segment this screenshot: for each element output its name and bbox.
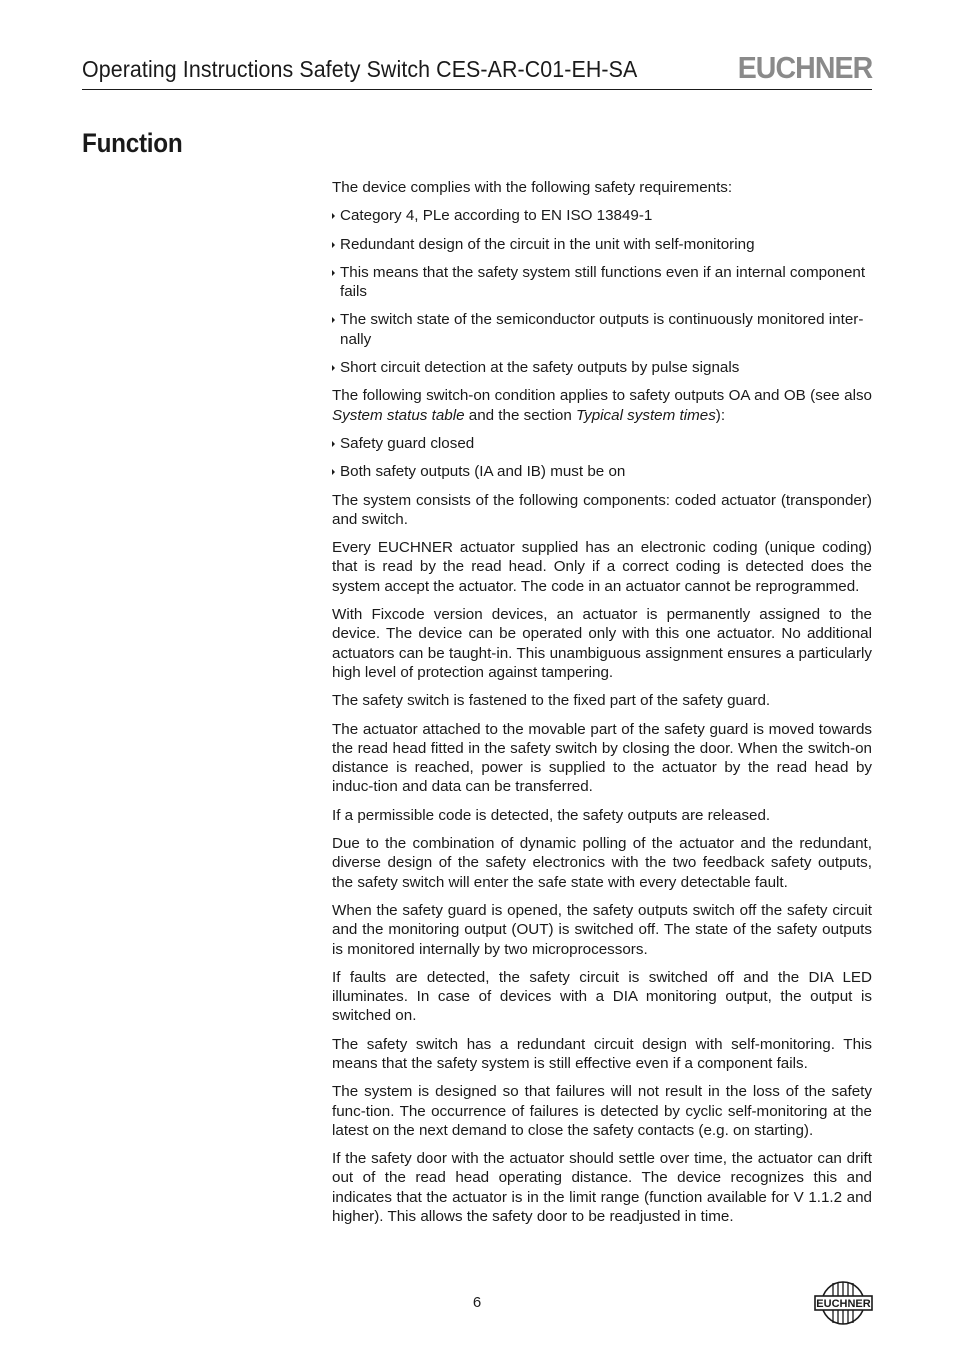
text-run: Short circuit detection at the safety outputs by pulse signals: [340, 359, 740, 377]
bullet-item: [332, 235, 872, 254]
bullet-item: [332, 206, 872, 225]
bullet-item: [332, 462, 872, 481]
paragraph: [332, 806, 872, 825]
text-run: and the section: [464, 406, 576, 424]
paragraph: [332, 968, 872, 1026]
text-run: ):: [715, 406, 726, 424]
paragraph: [332, 386, 872, 425]
text-run: If a permissible code is detected, the safety outputs are released.: [332, 806, 771, 824]
italic-reference: Typical system times: [575, 406, 716, 424]
text-run: If faults are detected, the safety circuit is switched off and the DIA LED illuminates. In case of devices with a DIA monitoring output, the output is switched on.: [332, 968, 872, 1025]
paragraph: [332, 1082, 872, 1140]
text-run: The safety switch has a redundant circuit design with self-monitoring. This means that the safety system is still effective even if a component fails.: [332, 1035, 872, 1072]
page-header: [82, 52, 872, 90]
bullet-item: [332, 434, 872, 453]
text-run: With Fixcode version devices, an actuator is permanently assigned to the device. The device can be operated only with this one actuator. No additional actuators can be taught-in. This unambiguous assignment ensures a particularly high level of protection against tampering.: [332, 606, 872, 681]
paragraph: [332, 491, 872, 530]
paragraph: [332, 605, 872, 682]
paragraph: [332, 538, 872, 596]
paragraph: [332, 1035, 872, 1074]
euchner-seal-logo: [814, 1279, 874, 1327]
document-title: Operating Instructions Safety Switch CES-AR-C01-EH-SA: [82, 56, 638, 82]
paragraph: [332, 901, 872, 959]
text-run: When the safety guard is opened, the safety outputs switch off the safety circuit and the monitoring output (OUT) is switched off. The state of the safety outputs is monitored internally by two microprocessors.: [332, 901, 872, 958]
text-run: The following switch-on condition applies to safety outputs OA and OB (see also: [332, 387, 872, 405]
text-run: The system is designed so that failures will not result in the loss of the safety func-tion. The occurrence of failures is detected by cyclic self-monitoring at the latest on the next demand to close the safety contacts (e.g. on starting).: [332, 1083, 872, 1139]
bullet-item: [332, 310, 872, 349]
page-number: 6: [472, 1294, 482, 1311]
text-run: Every EUCHNER actuator supplied has an electronic coding (unique coding) that is read by the read head. Only if a correct coding is detected does the system accept the actuator. The code in an actuator cannot be reprogrammed.: [332, 539, 872, 595]
bullet-arrow-icon: [332, 317, 335, 323]
paragraph: [332, 834, 872, 892]
italic-reference: System status table: [332, 406, 465, 424]
brand-logo: EUCHNER: [737, 50, 872, 85]
paragraph: [332, 720, 872, 797]
text-run: The actuator attached to the movable part of the safety guard is moved towards the read head fitted in the safety switch by closing the door. When the switch-on distance is reached, power is supplied to the actuator by the read head by induc-tion and data can be transferred.: [332, 720, 872, 796]
seal-logo-label: EUCHNER: [816, 1298, 871, 1310]
function-body-text: [332, 178, 872, 1235]
paragraph: [332, 691, 872, 710]
paragraph: [332, 178, 872, 197]
text-run: Redundant design of the circuit in the unit with self-monitoring: [340, 235, 755, 253]
bullet-arrow-icon: [332, 365, 335, 371]
text-run: The switch state of the semiconductor outputs is continuously monitored inter-nally: [340, 311, 864, 348]
bullet-item: [332, 263, 872, 302]
section-title: Function: [82, 128, 183, 158]
text-run: This means that the safety system still functions even if an internal component fails: [340, 263, 866, 301]
paragraph: [332, 1149, 872, 1226]
text-run: Safety guard closed: [340, 434, 475, 452]
text-run: Due to the combination of dynamic polling of the actuator and the redundant, diverse design of the safety electronics with the two feedback safety outputs, the safety switch will enter the safe state with every detectable fault.: [332, 835, 872, 891]
text-run: If the safety door with the actuator should settle over time, the actuator can drift out of the read head operating distance. The device recognizes this and indicates that the actuator is in the limit range (function available for V 1.1.2 and higher). This allows the safety door to be readjusted in time.: [332, 1150, 872, 1226]
text-run: The system consists of the following components: coded actuator (transponder) and switch.: [332, 491, 872, 528]
bullet-item: [332, 358, 872, 377]
bullet-arrow-icon: [332, 469, 335, 475]
bullet-arrow-icon: [332, 270, 335, 276]
bullet-arrow-icon: [332, 441, 335, 447]
bullet-arrow-icon: [332, 213, 335, 219]
text-run: The device complies with the following safety requirements:: [332, 179, 733, 196]
text-run: The safety switch is fastened to the fixed part of the safety guard.: [332, 692, 771, 710]
bullet-arrow-icon: [332, 242, 335, 248]
text-run: Category 4, PLe according to EN ISO 13849-1: [340, 207, 653, 225]
text-run: Both safety outputs (IA and IB) must be on: [340, 463, 626, 481]
